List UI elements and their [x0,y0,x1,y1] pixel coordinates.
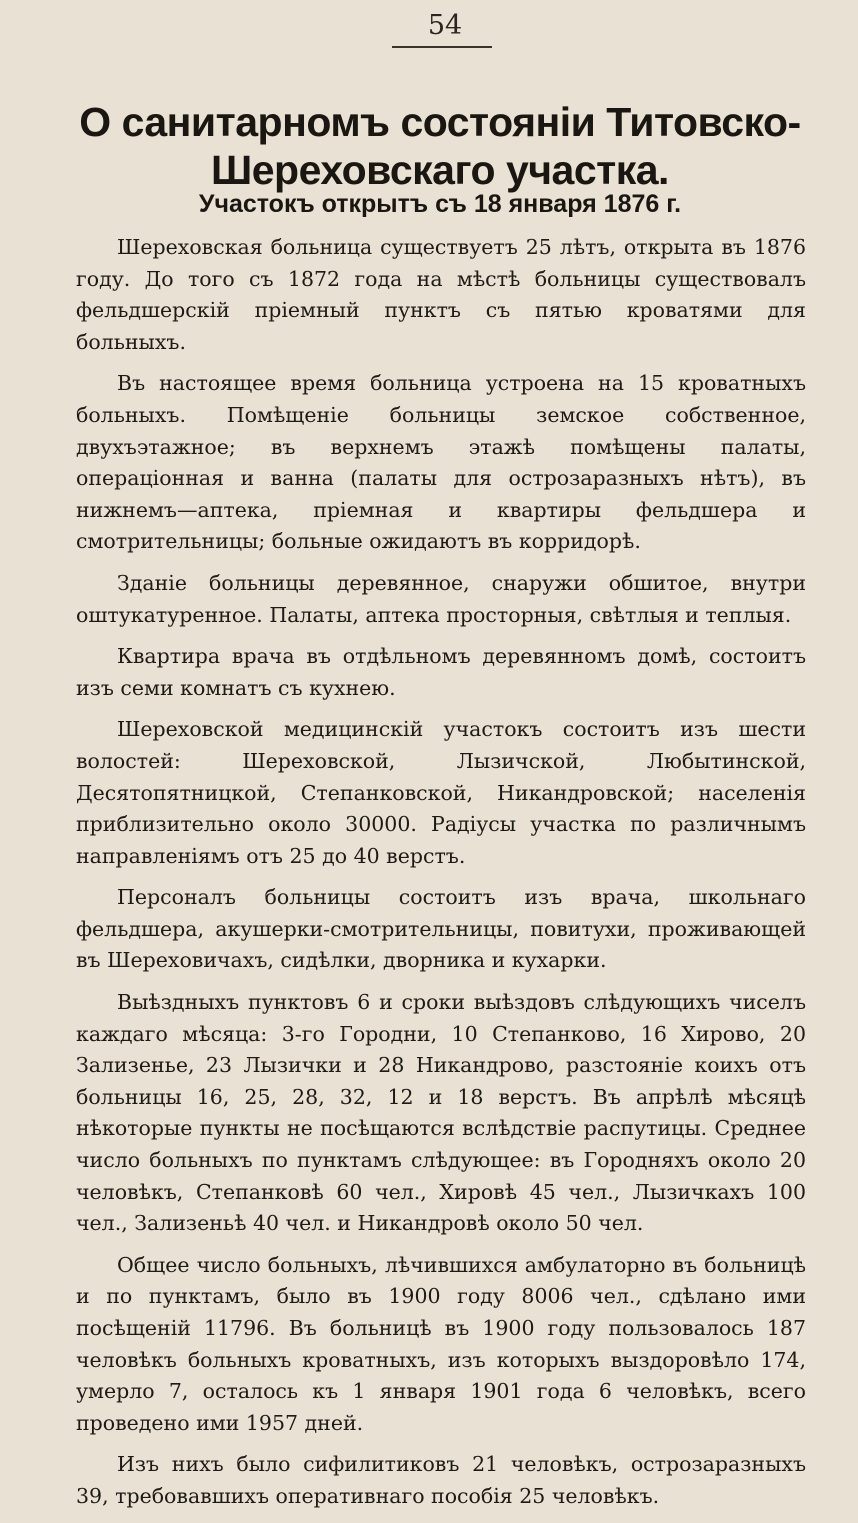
page-title: О санитарномъ состояніи Титовско-Шереховскаго участка. [79,99,801,193]
paragraph-patient-categories: Изъ нихъ было сифилитиковъ 21 человѣкъ, острозаразныхъ 39, требовавшихъ оперативнаго пособія 25 человѣкъ. [76,1452,806,1508]
paragraph-patient-statistics: Общее число больныхъ, лѣчившихся амбулаторно въ больницѣ и по пунктамъ, было въ 1900 году 8006 чел., сдѣлано ими посѣщеній 11796. Въ больницѣ въ 1900 году пользовалось 187 человѣкъ больныхъ кроватныхъ, изъ которыхъ выздоровѣло 174, умерло 7, осталось къ 1 января 1901 года 6 человѣкъ, всего проведено ими 1957 дней. [76,1252,806,1435]
page-subtitle: Участокъ открытъ съ 18 января 1876 г. [198,190,682,218]
body-text [76,232,806,1523]
paragraph-hospital-building: Въ настоящее время больница устроена на 15 кроватныхъ больныхъ. Помѣщеніе больницы земское собственное, двухъэтажное; въ верхнемъ этажѣ помѣщены палаты, операціонная и ванна (палаты для острозаразныхъ нѣтъ), въ нижнемъ—аптека, пріемная и квартиры фельдшера и смотрительницы; больные ожидаютъ въ корридорѣ. [76,371,806,554]
page-number-rule [392,46,492,48]
paragraph-visit-points: Выѣздныхъ пунктовъ 6 и сроки выѣздовъ слѣдующихъ чиселъ каждаго мѣсяца: 3-го Городни, 10 Степанково, 16 Хирово, 20 Зализенье, 23 Лызички и 28 Никандрово, разстояніе коихъ отъ больницы 16, 25, 28, 32, 12 и 18 верстъ. Въ апрѣлѣ мѣсяцѣ нѣкоторые пункты не посѣщаются вслѣдствіе распутицы. Среднее число больныхъ по пунктамъ слѣдующее: въ Городняхъ около 20 человѣкъ, Степанковѣ 60 чел., Хировѣ 45 чел., Лызичкахъ 100 чел., Зализеньѣ 40 чел. и Никандровѣ около 50 чел. [76,990,806,1236]
paragraph-building-construction: Зданіе больницы деревянное, снаружи обшитое, внутри оштукатуренное. Палаты, аптека просторныя, свѣтлыя и теплыя. [76,570,806,627]
paragraph-hospital-history: Шереховская больница существуетъ 25 лѣтъ, открыта въ 1876 году. До того съ 1872 года на мѣстѣ больницы существовалъ фельдшерскій пріемный пунктъ съ пятью кроватями для больныхъ. [76,235,806,354]
page-number: 54 [427,10,463,41]
paragraph-doctor-apartment: Квартира врача въ отдѣльномъ деревянномъ домѣ, состоитъ изъ семи комнатъ съ кухнею. [76,644,806,700]
paragraph-district-composition: Шереховской медицинскій участокъ состоитъ изъ шести волостей: Шереховской, Лызичской, Любытинской, Десятопятницкой, Степанковской, Никандровской; населенія приблизительно около 30000. Радіусы участка по различнымъ направленіямъ отъ 25 до 40 верстъ. [76,717,806,868]
paragraph-staff: Персоналъ больницы состоитъ изъ врача, школьнаго фельдшера, акушерки-смотрительницы, повитухи, проживающей въ Шереховичахъ, сидѣлки, дворника и кухарки. [76,885,806,973]
